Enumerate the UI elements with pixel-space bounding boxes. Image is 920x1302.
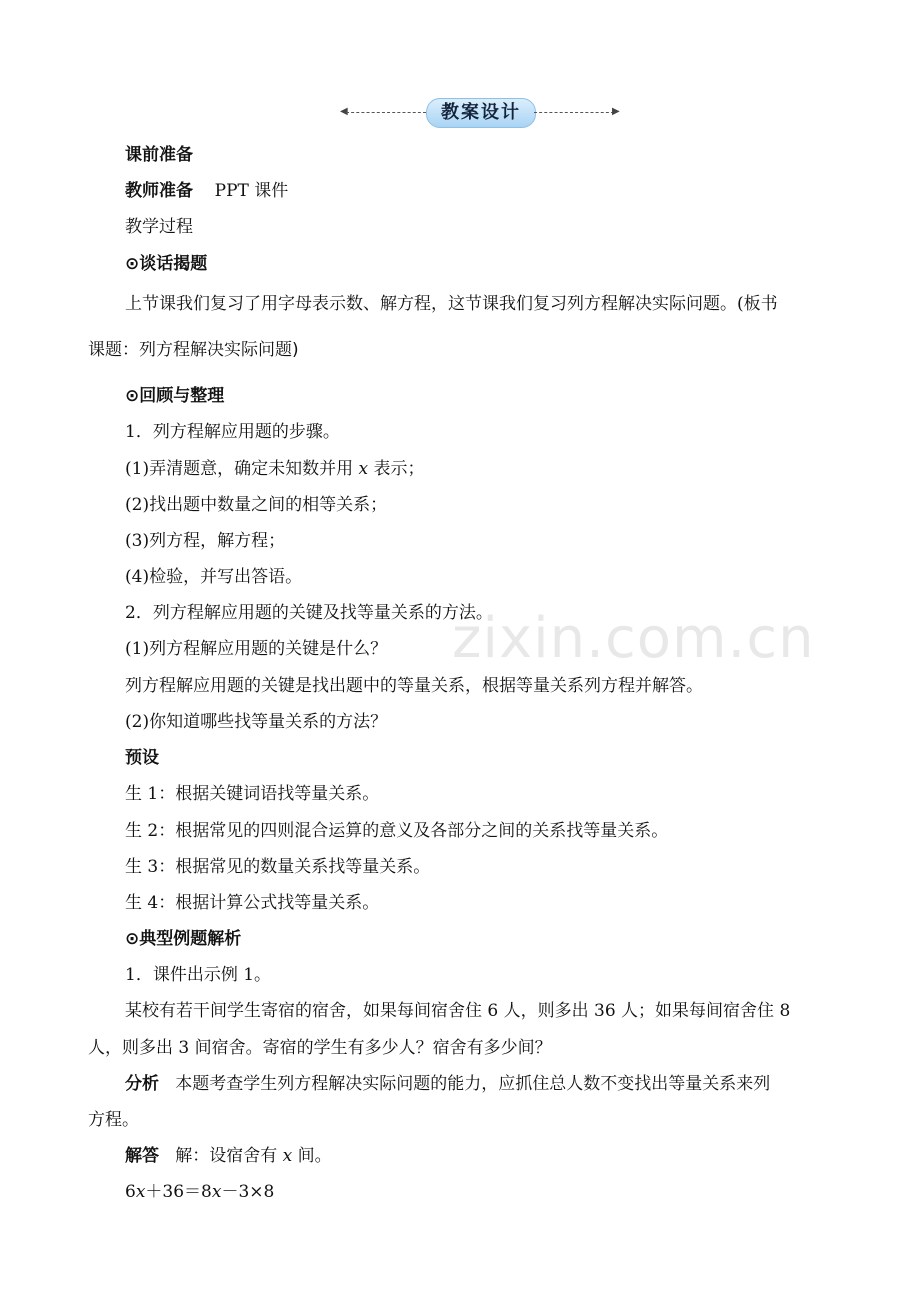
equation-line xyxy=(125,1181,274,1203)
talk-line-1: 上节课我们复习了用字母表示数、解方程，这节课我们复习列方程解决实际问题。(板书 xyxy=(125,294,778,314)
analysis-label: 分析 xyxy=(125,1074,159,1094)
review-step-4: (4)检验，并写出答语。 xyxy=(125,567,303,587)
step1-variable: x xyxy=(358,459,369,479)
student-answer-1: 生 1：根据关键词语找等量关系。 xyxy=(125,784,380,804)
section-header xyxy=(340,96,620,130)
answer-variable: x xyxy=(282,1146,293,1166)
header-divider-right xyxy=(534,112,614,113)
review-title: ⊙回顾与整理 xyxy=(125,386,225,406)
student-answer-3: 生 3：根据常见的数量关系找等量关系。 xyxy=(125,857,431,877)
answer-label: 解答 xyxy=(125,1146,159,1166)
student-answer-4: 生 4：根据计算公式找等量关系。 xyxy=(125,893,380,913)
header-divider-left xyxy=(346,112,426,113)
process-title: 教学过程 xyxy=(125,217,193,237)
answer-text: 解：设宿舍有 xyxy=(175,1146,283,1166)
talk-title: ⊙谈话揭题 xyxy=(125,254,208,274)
review-question-2: (2)你知道哪些找等量关系的方法？ xyxy=(125,712,388,732)
eq-variable-2: x xyxy=(211,1182,222,1202)
eq-part-a: 6 xyxy=(125,1182,136,1202)
arrow-right-icon: ▶ xyxy=(612,106,620,117)
arrow-left-icon: ◀ xyxy=(340,106,348,117)
analysis-text: 本题考查学生列方程解决实际问题的能力，应抓住总人数不变找出等量关系来列 xyxy=(175,1074,771,1094)
analysis-line-1 xyxy=(125,1073,770,1095)
example-title: ⊙典型例题解析 xyxy=(125,929,242,949)
eq-part-c: －3×8 xyxy=(221,1182,275,1202)
review-step-3: (3)列方程，解方程； xyxy=(125,531,286,551)
analysis-line-2: 方程。 xyxy=(88,1110,139,1130)
preset-label: 预设 xyxy=(125,748,159,768)
review-step-2: (2)找出题中数量之间的相等关系； xyxy=(125,495,388,515)
teacher-prep-line xyxy=(125,180,288,202)
step1-text-end: 表示； xyxy=(368,459,425,479)
talk-line-2: 课题：列方程解决实际问题) xyxy=(88,340,299,360)
review-item-2: 2．列方程解应用题的关键及找等量关系的方法。 xyxy=(125,603,493,623)
review-item-1: 1．列方程解应用题的步骤。 xyxy=(125,422,340,442)
answer-text-end: 间。 xyxy=(292,1146,332,1166)
prep-title: 课前准备 xyxy=(125,145,193,165)
teacher-prep-value: PPT 课件 xyxy=(214,181,289,201)
eq-variable-1: x xyxy=(135,1182,146,1202)
example-item-1: 1．课件出示例 1。 xyxy=(125,965,272,985)
step1-text: (1)弄清题意，确定未知数并用 xyxy=(125,459,359,479)
teacher-prep-label: 教师准备 xyxy=(125,181,193,201)
review-question-1: (1)列方程解应用题的关键是什么？ xyxy=(125,639,388,659)
review-step-1 xyxy=(125,458,424,480)
review-answer-1: 列方程解应用题的关键是找出题中的等量关系，根据等量关系列方程并解答。 xyxy=(125,676,703,696)
problem-line-1: 某校有若干间学生寄宿的宿舍，如果每间宿舍住 6 人，则多出 36 人；如果每间宿舍住 8 xyxy=(125,1001,791,1021)
problem-line-2: 人，则多出 3 间宿舍。寄宿的学生有多少人？宿舍有多少间？ xyxy=(88,1038,552,1058)
eq-part-b: ＋36＝8 xyxy=(145,1182,212,1202)
student-answer-2: 生 2：根据常见的四则混合运算的意义及各部分之间的关系找等量关系。 xyxy=(125,821,669,841)
answer-line xyxy=(125,1145,332,1167)
header-badge: 教案设计 xyxy=(426,98,536,128)
watermark-text: zixin.com.cn xyxy=(452,606,815,671)
